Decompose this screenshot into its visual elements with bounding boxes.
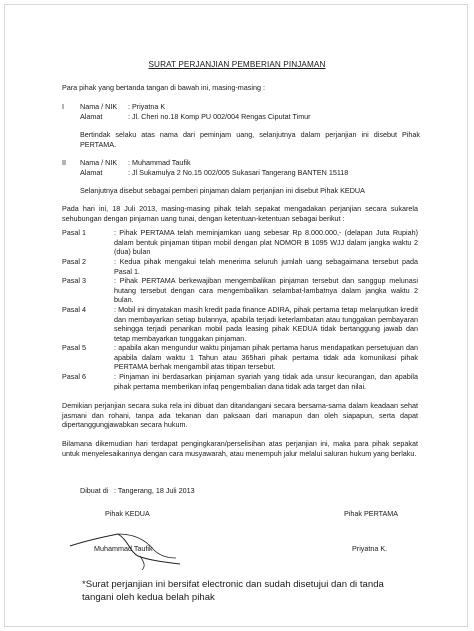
article-1-text: : Pihak PERTAMA telah meminjamkan uang sebesar Rp 8.000.000,- (delapan Juta Rupiah) dalam bentuk pinjaman titipan mobil dengan plat NOMOR B 1095 WJJ dalam jangka waktu 2 (dua) bulan	[114, 228, 418, 257]
agreement-intro: Pada hari ini, 18 Juli 2013, masing-masing pihak telah sepakat mengadakan perjanjian secara sukarela sehubungan dengan pinjaman uang tunai, dengan ketentuan-ketentuan sebagai berikut :	[62, 204, 418, 223]
sign-right-name: Priyatna K.	[352, 544, 388, 553]
article-1-label: Pasal 1	[62, 228, 86, 237]
party1-address-label: Alamat	[80, 112, 103, 121]
party1-address-value: : Jl. Cheri no.18 Komp PU 002/004 Rengas Ciputat Timur	[128, 112, 311, 121]
place-value: : Tangerang, 18 Juli 2013	[114, 486, 195, 495]
closing-paragraph-1: Demikian perjanjian secara suka rela ini dibuat dan ditandangani secara bersama-sama dalam keadaan sehat jasmani dan rohani, tanpa ada tekanan dan paksaan dari manapun dan oleh siapapun, serta dapat dipertanggungjawabkan secara hukum.	[62, 401, 418, 430]
party2-note: Selanjutnya disebut sebagai pemberi pinjaman dalam perjanjian ini disebut Pihak KEDUA	[80, 186, 365, 195]
article-2-text: : Kedua pihak mengakui telah menerima seluruh jumlah uang sebagaimana tersebut pada Pasal 1.	[114, 257, 418, 276]
intro-text: Para pihak yang bertanda tangan di bawah ini, masing-masing :	[62, 83, 265, 92]
party1-name-value: : Priyatna K	[128, 102, 166, 111]
party2-address-label: Alamat	[80, 168, 103, 177]
sign-left-name: Muhammad Taufik	[94, 544, 153, 553]
article-2-label: Pasal 2	[62, 257, 86, 266]
article-4-text: : Mobil ini dinyatakan masih kredit pada finance ADIRA, pihak pertama tetap melanjutkan kredit dan membayarkan setiap bulannya, apabila terjadi keterlambatan atau tunggakan pembayaran sehingga terjadi penarikan mobil pada leasing pihak KEDUA tidak bertanggung jawab dan tetap membayarkan tunggakan pinjaman.	[114, 305, 418, 343]
article-4-label: Pasal 4	[62, 305, 86, 314]
article-5-text: : apabila akan mengundur waktu pinjaman pihak pertama harus mendapatkan persetujuan dan apabila dalam waktu 1 Tahun atau 365hari pihak pertama tidak ada komunikasi pihak PERTAMA berhak mengambil atas titipan tersebut.	[114, 343, 418, 372]
party1-note: Bertindak selaku atas nama dari peminjam uang, selanjutnya dalam perjanjian ini disebut Pihak PERTAMA.	[80, 130, 420, 149]
article-3-text: : Pihak PERTAMA berkewajiban mengembalikan pinjaman tersebut dan sanggup melunasi hutang tersebut dengan cara mengembalikan selambat-lambatnya dalam jangka waktu 2 bulan.	[114, 276, 418, 305]
place-label: Dibuat di	[80, 486, 109, 495]
footnote: *Surat perjanjian ini bersifat electronic dan sudah disetujui dan di tanda tangani oleh kedua belah pihak	[82, 579, 384, 603]
sign-left-role: Pihak KEDUA	[105, 509, 150, 518]
party1-number: I	[62, 102, 64, 111]
party2-name-value: : Muhammad Taufik	[128, 158, 191, 167]
party1-name-label: Nama / NIK	[80, 102, 118, 111]
article-5-label: Pasal 5	[62, 343, 86, 352]
article-6-text: : Pinjaman ini berdasarkan pinjaman syariah yang tidak ada unsur kecurangan, dan apabila pihak pertama memberikan infaq pengembalian dana tidak ada target dan nilai.	[114, 372, 418, 391]
party2-name-label: Nama / NIK	[80, 158, 118, 167]
sign-right-role: Pihak PERTAMA	[344, 509, 399, 518]
party2-address-value: : Jl Sukamulya 2 No.15 002/005 Sukasari Tangerang BANTEN 15118	[128, 168, 349, 177]
article-3-label: Pasal 3	[62, 276, 86, 285]
document-title: SURAT PERJANJIAN PEMBERIAN PINJAMAN	[148, 60, 326, 69]
article-6-label: Pasal 6	[62, 372, 86, 381]
closing-paragraph-2: Bilamana dikemudian hari terdapat pengingkaran/perselisihan atas perjanjian ini, maka para pihak sepakat untuk menyelesaikannya dengan cara musyawarah, atau menempuh jalur melalui saluran hukum yang berlaku.	[62, 439, 418, 458]
party2-number: II	[62, 158, 66, 167]
